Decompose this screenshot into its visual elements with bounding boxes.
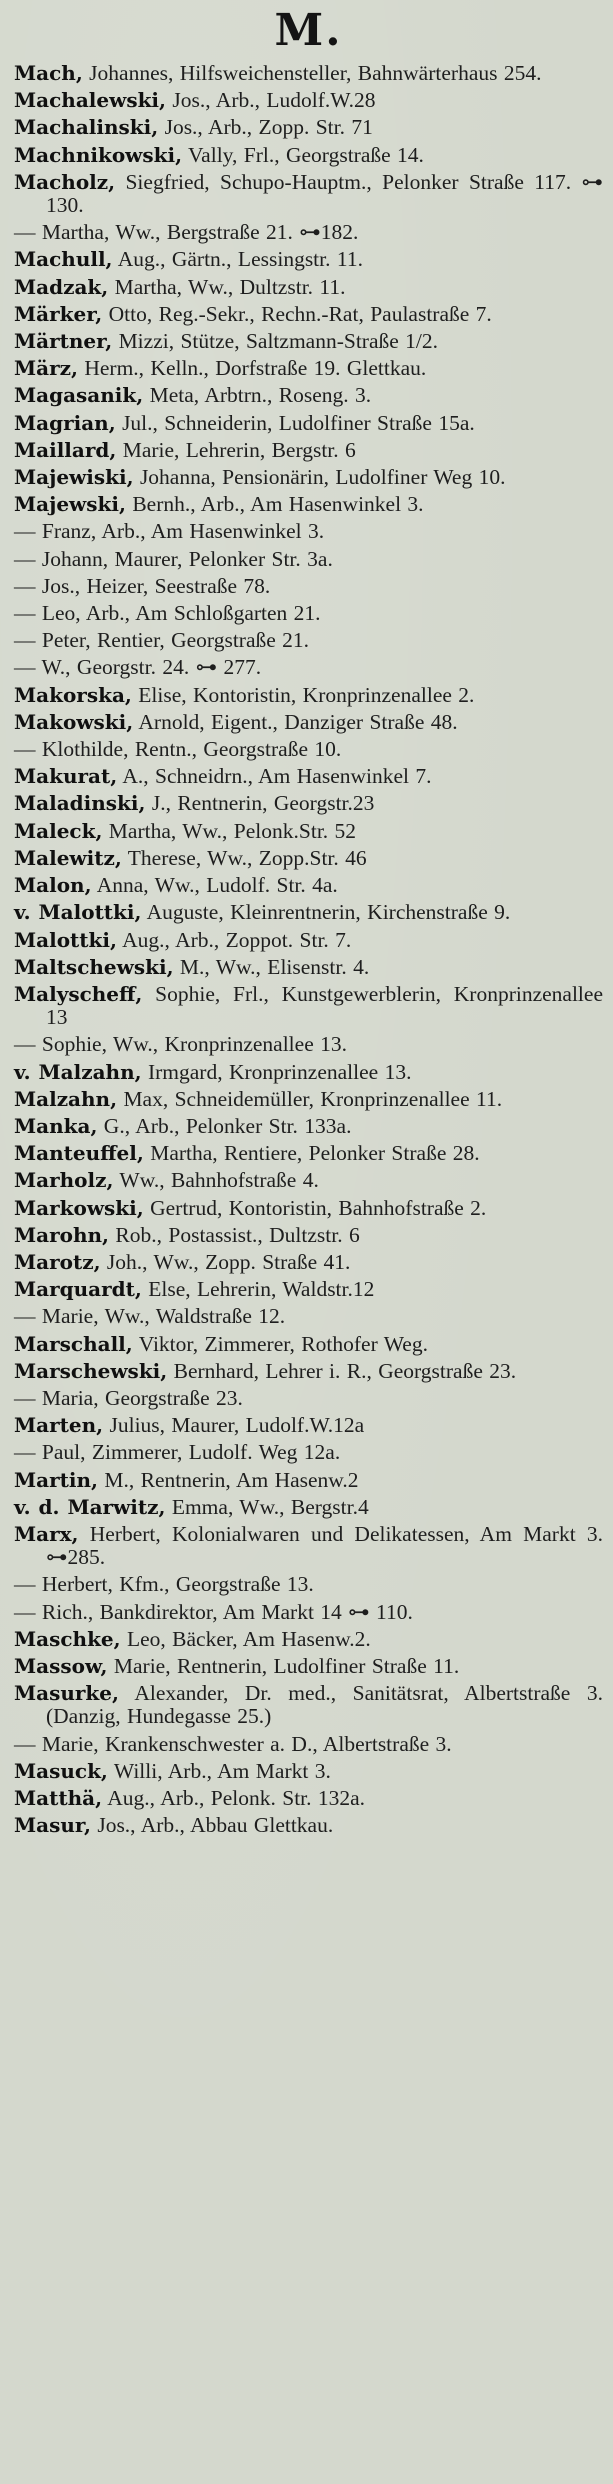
entry-details: Ww., Bahnhofstraße 4.	[113, 1168, 319, 1193]
directory-entry	[14, 738, 603, 761]
entry-surname: Maladinski,	[14, 791, 146, 816]
directory-entry	[14, 330, 603, 353]
entry-surname: Magasanik,	[14, 383, 144, 408]
entry-details: Jos., Arb., Abbau Glettkau.	[90, 1813, 334, 1838]
directory-entry	[14, 1573, 603, 1596]
entry-details: Marie, Lehrerin, Bergstr. 6	[116, 437, 356, 462]
directory-entry	[14, 765, 603, 788]
entry-surname: Malyscheff,	[14, 981, 143, 1006]
entry-details: Therese, Ww., Zopp.Str. 46	[121, 845, 367, 870]
entry-details: Arnold, Eigent., Danziger Straße 48.	[133, 709, 458, 734]
directory-entry	[14, 602, 603, 625]
entry-surname: Märker,	[14, 301, 103, 326]
entry-surname: März,	[14, 356, 78, 381]
entry-surname: Maltschewski,	[14, 954, 174, 979]
entry-details: — Paul, Zimmerer, Ludolf. Weg 12a.	[14, 1440, 341, 1465]
directory-entry	[14, 116, 603, 139]
directory-entry	[14, 1628, 603, 1651]
directory-entry	[14, 1814, 603, 1837]
directory-entry	[14, 684, 603, 707]
directory-entry	[14, 1224, 603, 1247]
entry-surname: v. Malottki,	[14, 900, 142, 925]
entry-surname: Madzak,	[14, 274, 109, 299]
directory-entry	[14, 548, 603, 571]
entry-details: Elise, Kontoristin, Kronprinzenallee 2.	[131, 682, 475, 707]
entry-surname: Masuck,	[14, 1758, 108, 1783]
directory-entry	[14, 820, 603, 843]
entry-details: — Martha, Ww., Bergstraße 21. ⊶182.	[14, 220, 359, 245]
entry-surname: Machalewski,	[14, 88, 166, 113]
entry-details: Herm., Kelln., Dorfstraße 19. Glettkau.	[77, 356, 427, 381]
entry-details: Mizzi, Stütze, Saltzmann-Straße 1/2.	[112, 329, 439, 354]
directory-entry	[14, 1251, 603, 1274]
entry-surname: Marschewski,	[14, 1358, 168, 1383]
directory-entry	[14, 466, 603, 489]
directory-entry	[14, 1169, 603, 1192]
entry-details: Joh., Ww., Zopp. Straße 41.	[100, 1249, 351, 1274]
entry-details: Aug., Arb., Zoppot. Str. 7.	[116, 927, 352, 952]
directory-entry	[14, 656, 603, 679]
entry-surname: Marquardt,	[14, 1277, 142, 1302]
directory-entry	[14, 1333, 603, 1356]
entry-surname: Malon,	[14, 873, 92, 898]
entry-surname: Marotz,	[14, 1249, 101, 1274]
entry-surname: Machull,	[14, 247, 113, 272]
entry-details: G., Arb., Pelonker Str. 133a.	[97, 1113, 352, 1138]
directory-entry	[14, 493, 603, 516]
entry-details: Leo, Bäcker, Am Hasenw.2.	[120, 1626, 371, 1651]
directory-entry	[14, 1733, 603, 1756]
directory-entry	[14, 1414, 603, 1437]
entry-details: Marie, Rentnerin, Ludolfiner Straße 11.	[107, 1653, 460, 1678]
entry-details: — Klothilde, Rentn., Georgstraße 10.	[14, 737, 342, 762]
entry-details: — Peter, Rentier, Georgstraße 21.	[14, 628, 310, 653]
entry-details: Vally, Frl., Georgstraße 14.	[182, 142, 424, 167]
directory-entry	[14, 575, 603, 598]
entry-surname: Masurke,	[14, 1681, 119, 1706]
entry-details: Gertrud, Kontoristin, Bahnhofstraße 2.	[143, 1195, 487, 1220]
entry-surname: Makorska,	[14, 682, 132, 707]
directory-entry	[14, 221, 603, 244]
entry-details: — Sophie, Ww., Kronprinzenallee 13.	[14, 1032, 347, 1057]
directory-entry	[14, 711, 603, 734]
directory-entry	[14, 1441, 603, 1464]
directory-entry	[14, 1523, 603, 1569]
directory-entry	[14, 1601, 603, 1624]
directory-entry	[14, 1760, 603, 1783]
directory-entry	[14, 1305, 603, 1328]
directory-entry	[14, 1655, 603, 1678]
entry-details: Herbert, Kolonialwaren und Delikatessen, Am Markt 3. ⊶285.	[46, 1521, 603, 1570]
directory-entry	[14, 1787, 603, 1810]
entry-surname: Massow,	[14, 1653, 108, 1678]
directory-entry	[14, 1088, 603, 1111]
directory-entry	[14, 1496, 603, 1519]
entry-details: — Herbert, Kfm., Georgstraße 13.	[14, 1572, 314, 1597]
directory-entry	[14, 792, 603, 815]
entry-details: J., Rentnerin, Georgstr.23	[145, 791, 375, 816]
entry-details: Meta, Arbtrn., Roseng. 3.	[143, 383, 372, 408]
entry-details: Jos., Arb., Zopp. Str. 71	[158, 115, 373, 140]
directory-entry	[14, 1115, 603, 1138]
directory-entry	[14, 929, 603, 952]
entry-details: — Johann, Maurer, Pelonker Str. 3a.	[14, 546, 333, 571]
entry-details: Siegfried, Schupo-Hauptm., Pelonker Straße 117. ⊶ 130.	[46, 169, 603, 218]
entry-details: Else, Lehrerin, Waldstr.12	[141, 1277, 375, 1302]
entry-surname: Majewski,	[14, 492, 126, 517]
entry-details: Emma, Ww., Bergstr.4	[165, 1494, 369, 1519]
entry-surname: Markowski,	[14, 1195, 144, 1220]
entry-details: Bernhard, Lehrer i. R., Georgstraße 23.	[167, 1358, 517, 1383]
entry-details: Johanna, Pensionärin, Ludolfiner Weg 10.	[133, 465, 506, 490]
entry-surname: Manteuffel,	[14, 1141, 144, 1166]
entry-surname: Märtner,	[14, 329, 113, 354]
directory-entry	[14, 956, 603, 979]
entry-details: Martha, Ww., Dultzstr. 11.	[108, 274, 346, 299]
entry-surname: Matthä,	[14, 1786, 103, 1810]
directory-entry	[14, 1061, 603, 1084]
entry-details: Viktor, Zimmerer, Rothofer Weg.	[132, 1331, 428, 1356]
directory-entry	[14, 171, 603, 217]
directory-entry	[14, 1033, 603, 1056]
entry-details: Willi, Arb., Am Markt 3.	[107, 1758, 331, 1783]
directory-entry	[14, 1278, 603, 1301]
entry-surname: Martin,	[14, 1467, 98, 1492]
directory-entry	[14, 1142, 603, 1165]
entry-details: — Marie, Krankenschwester a. D., Albertstraße 3.	[14, 1731, 452, 1756]
entry-details: Bernh., Arb., Am Hasenwinkel 3.	[125, 492, 424, 517]
entry-surname: Marten,	[14, 1413, 104, 1438]
entry-surname: Marschall,	[14, 1331, 133, 1356]
entry-surname: Majewiski,	[14, 465, 134, 490]
entry-details: M., Ww., Elisenstr. 4.	[173, 954, 370, 979]
entry-details: Aug., Arb., Pelonk. Str. 132a.	[102, 1786, 366, 1810]
entry-details: Rob., Postassist., Dultzstr. 6	[109, 1222, 360, 1247]
directory-entry	[14, 144, 603, 167]
entry-details: Martha, Rentiere, Pelonker Straße 28.	[143, 1141, 480, 1166]
entry-details: — Maria, Georgstraße 23.	[14, 1385, 243, 1410]
entry-surname: Makowski,	[14, 709, 134, 734]
entry-details: — Leo, Arb., Am Schloßgarten 21.	[14, 601, 321, 626]
entry-details: Martha, Ww., Pelonk.Str. 52	[102, 818, 357, 843]
entry-details: Jos., Arb., Ludolf.W.28	[166, 88, 376, 113]
entry-surname: Malottki,	[14, 927, 117, 952]
entry-surname: Mach,	[14, 61, 83, 85]
directory-entry	[14, 303, 603, 326]
entry-surname: Malewitz,	[14, 845, 122, 870]
directory-entry	[14, 276, 603, 299]
entry-surname: Marx,	[14, 1521, 79, 1546]
directory-entry	[14, 1197, 603, 1220]
entry-surname: Malzahn,	[14, 1086, 118, 1111]
entry-details: — Franz, Arb., Am Hasenwinkel 3.	[14, 519, 325, 544]
directory-entries	[14, 62, 603, 1837]
entry-surname: v. Malzahn,	[14, 1059, 142, 1084]
entry-surname: v. d. Marwitz,	[14, 1494, 166, 1519]
directory-entry	[14, 520, 603, 543]
directory-entry	[14, 89, 603, 112]
entry-details: Otto, Reg.-Sekr., Rechn.-Rat, Paulastraße 7.	[102, 301, 492, 326]
entry-details: Aug., Gärtn., Lessingstr. 11.	[112, 247, 363, 272]
directory-entry	[14, 1682, 603, 1728]
entry-surname: Maleck,	[14, 818, 103, 843]
directory-entry	[14, 629, 603, 652]
entry-surname: Machalinski,	[14, 115, 159, 140]
entry-surname: Masur,	[14, 1813, 91, 1838]
entry-surname: Magrian,	[14, 410, 116, 435]
entry-details: — Marie, Ww., Waldstraße 12.	[14, 1304, 286, 1329]
entry-details: Auguste, Kleinrentnerin, Kirchenstraße 9.	[141, 900, 511, 925]
directory-entry	[14, 874, 603, 897]
directory-entry	[14, 847, 603, 870]
directory-entry	[14, 248, 603, 271]
entry-surname: Marohn,	[14, 1222, 110, 1247]
entry-details: A., Schneidrn., Am Hasenwinkel 7.	[117, 764, 432, 789]
entry-details: — W., Georgstr. 24. ⊶ 277.	[14, 655, 262, 680]
entry-details: Sophie, Frl., Kunstgewerblerin, Kronprinzenallee 13	[46, 981, 603, 1030]
directory-entry	[14, 901, 603, 924]
directory-entry	[14, 1469, 603, 1492]
entry-details: — Rich., Bankdirektor, Am Markt 14 ⊶ 110.	[14, 1599, 413, 1624]
entry-details: Anna, Ww., Ludolf. Str. 4a.	[91, 873, 338, 898]
directory-entry	[14, 62, 603, 85]
directory-entry	[14, 384, 603, 407]
entry-details: Julius, Maurer, Ludolf.W.12a	[103, 1413, 365, 1438]
entry-surname: Machnikowski,	[14, 142, 183, 167]
entry-surname: Marholz,	[14, 1168, 114, 1193]
entry-details: Johannes, Hilfsweichensteller, Bahnwärterhaus 254.	[82, 61, 542, 85]
entry-surname: Manka,	[14, 1113, 98, 1138]
entry-details: Max, Schneidemüller, Kronprinzenallee 11.	[117, 1086, 503, 1111]
entry-details: Irmgard, Kronprinzenallee 13.	[141, 1059, 412, 1084]
directory-entry	[14, 412, 603, 435]
directory-entry	[14, 1387, 603, 1410]
entry-surname: Maschke,	[14, 1626, 121, 1651]
entry-surname: Macholz,	[14, 169, 116, 194]
entry-details: Jul., Schneiderin, Ludolfiner Straße 15a.	[115, 410, 475, 435]
directory-entry	[14, 983, 603, 1029]
section-letter-heading: M.	[274, 5, 343, 56]
entry-details: M., Rentnerin, Am Hasenw.2	[97, 1467, 359, 1492]
directory-entry	[14, 357, 603, 380]
entry-surname: Maillard,	[14, 437, 117, 462]
entry-surname: Makurat,	[14, 764, 118, 789]
entry-details: Alexander, Dr. med., Sanitätsrat, Albertstraße 3. (Danzig, Hundegasse 25.)	[46, 1681, 603, 1729]
directory-entry	[14, 439, 603, 462]
directory-entry	[14, 1360, 603, 1383]
entry-details: — Jos., Heizer, Seestraße 78.	[14, 573, 271, 598]
